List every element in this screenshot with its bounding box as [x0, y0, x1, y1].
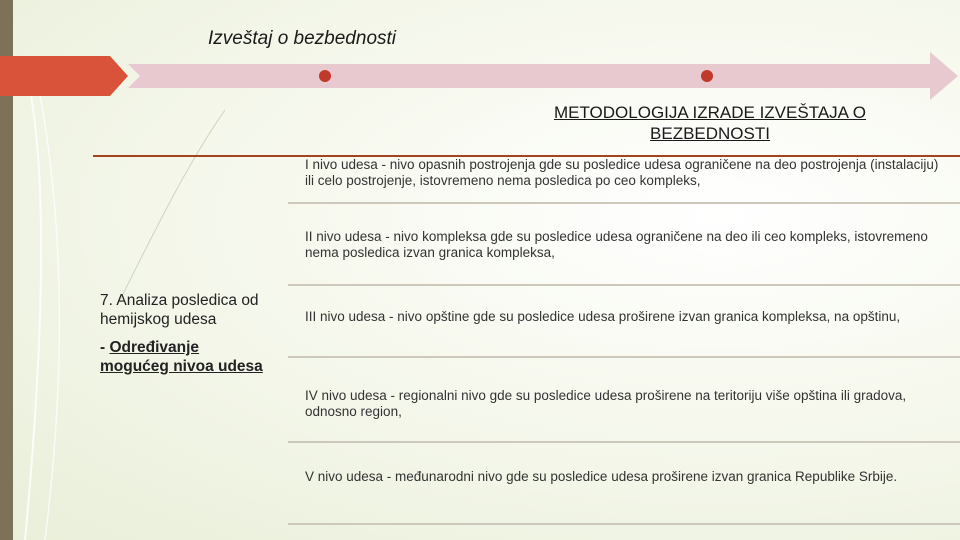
red-arrow-tab: [0, 56, 128, 96]
level-text: I nivo udesa - nivo opasnih postrojenja gde su posledice udesa ograničene na deo postrojenja (instalaciju) ili celo postrojenje, istovremeno nema posledica po ceo kompleks,: [305, 157, 939, 188]
list-item: [288, 443, 960, 525]
level-text: IV nivo udesa - regionalni nivo gde su posledice udesa proširene na teritoriju više opština ili gradova, odnosno region,: [305, 388, 907, 419]
left-heading: 7. Analiza posledica od hemijskog udesa: [100, 292, 259, 328]
page-title: Izveštaj o bezbednosti: [208, 28, 397, 49]
list-item: [288, 204, 960, 286]
timeline-dot-2: [701, 70, 713, 82]
list-item: [288, 286, 960, 358]
list-item: [288, 157, 960, 204]
level-text: III nivo udesa - nivo opštine gde su posledice udesa proširene izvan granica kompleksa, na opštinu,: [305, 309, 901, 324]
list-item: [288, 358, 960, 443]
left-subheading: - Određivanje mogućeg nivoa udesa: [100, 339, 263, 375]
level-text: II nivo udesa - nivo kompleksa gde su posledice udesa ograničene na deo ili ceo kompleks, istovremeno nema posledica izvan granica kompleksa,: [305, 229, 928, 260]
section-subtitle: METODOLOGIJA IZRADE IZVEŠTAJA O BEZBEDNOSTI: [553, 103, 867, 143]
timeline-dot-1: [319, 70, 331, 82]
level-text: V nivo udesa - međunarodni nivo gde su posledice udesa proširene izvan granica Republike Srbije.: [305, 469, 898, 484]
timeline-arrow: [128, 52, 958, 100]
